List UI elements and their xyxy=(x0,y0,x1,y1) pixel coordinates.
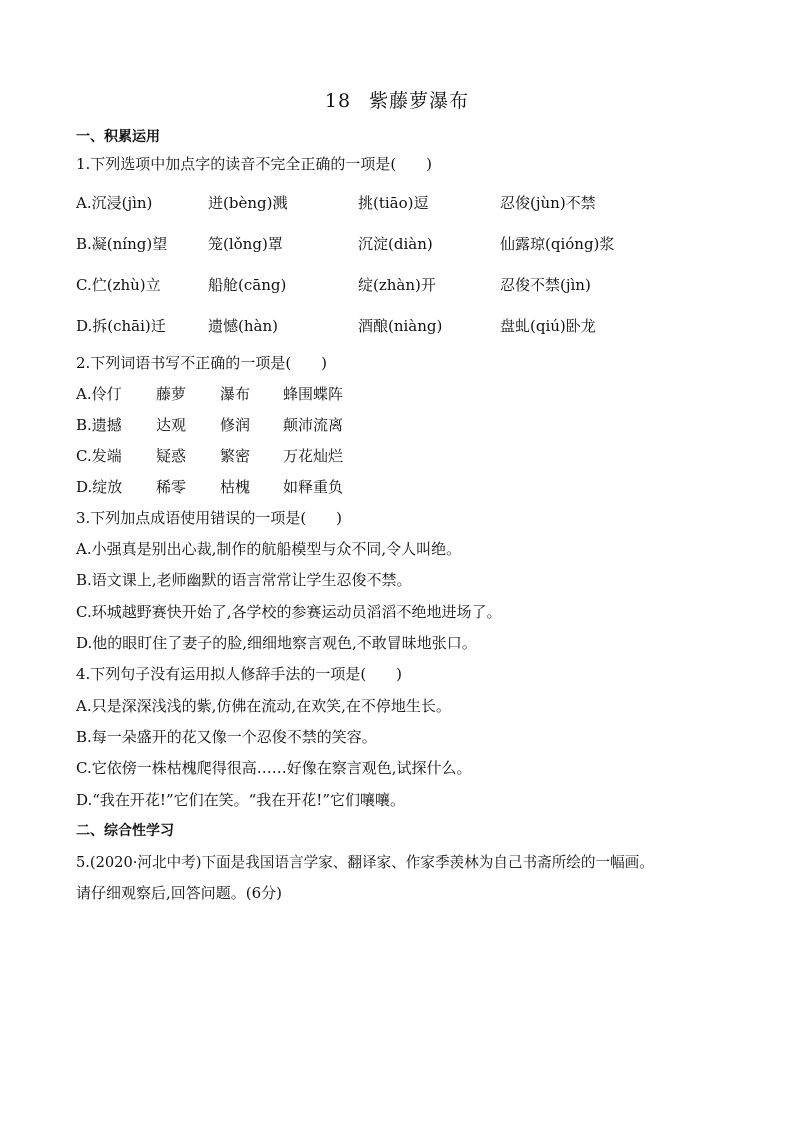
q2-a-4: 蜂围蝶阵 xyxy=(283,385,344,403)
q2-d-2: 稀零 xyxy=(156,478,187,496)
question-3-option-d: D.他的眼盯住了妻子的脸,细细地察言观色,不敢冒昧地张口。 xyxy=(76,634,477,652)
q1-c-2: 船舱(cāng) xyxy=(208,276,287,294)
question-4-option-b: B.每一朵盛开的花又像一个忍俊不禁的笑容。 xyxy=(76,728,377,746)
q1-c-1: C.伫(zhù)立 xyxy=(76,276,161,294)
q1-c-3: 绽(zhàn)开 xyxy=(358,276,436,294)
question-5-line-2: 请仔细观察后,回答问题。(6分) xyxy=(76,884,283,902)
q2-c-4: 万花灿烂 xyxy=(283,447,344,465)
q1-a-2: 迸(bèng)溅 xyxy=(208,194,288,212)
question-5-line-1: 5.(2020·河北中考)下面是我国语言学家、翻译家、作家季羡林为自己书斋所绘的一幅画。 xyxy=(76,854,654,871)
q2-d-1: D.绽放 xyxy=(76,478,123,496)
q2-d-4: 如释重负 xyxy=(283,478,344,496)
q2-b-1: B.遗撼 xyxy=(76,416,122,434)
q2-d-3: 枯槐 xyxy=(220,478,251,496)
q1-a-1: A.沉浸(jìn) xyxy=(76,194,153,212)
question-4-option-d: D.“我在开花!”它们在笑。“我在开花!”它们嚷嚷。 xyxy=(76,791,405,809)
q1-a-3: 挑(tiāo)逗 xyxy=(358,194,429,212)
q2-c-3: 繁密 xyxy=(220,447,251,465)
lesson-name: 紫藤萝瀑布 xyxy=(369,90,470,112)
q1-d-3: 酒酿(niàng) xyxy=(358,317,443,335)
question-4-option-a: A.只是深深浅浅的紫,仿佛在流动,在欢笑,在不停地生长。 xyxy=(76,697,451,715)
q2-c-2: 疑惑 xyxy=(156,447,187,465)
question-4-option-c: C.它依傍一株枯槐爬得很高……好像在察言观色,试探什么。 xyxy=(76,759,472,777)
q1-a-4: 忍俊(jùn)不禁 xyxy=(500,194,596,212)
q2-b-4: 颠沛流离 xyxy=(283,416,344,434)
q2-a-3: 瀑布 xyxy=(220,385,251,403)
q2-c-1: C.发端 xyxy=(76,447,122,465)
q2-b-3: 修润 xyxy=(220,416,251,434)
question-2-stem: 2.下列词语书写不正确的一项是( ) xyxy=(76,354,328,372)
section-heading-2: 二、综合性学习 xyxy=(76,823,174,839)
q1-b-1: B.凝(níng)望 xyxy=(76,235,168,253)
q2-a-2: 藤萝 xyxy=(156,385,187,403)
q1-c-4: 忍俊不禁(jìn) xyxy=(500,276,591,294)
q1-b-4: 仙露琼(qióng)浆 xyxy=(500,235,615,253)
question-3-option-c: C.环城越野赛快开始了,各学校的参赛运动员滔滔不绝地进场了。 xyxy=(76,603,502,621)
q1-d-4: 盘虬(qiú)卧龙 xyxy=(500,317,596,335)
q1-d-1: D.拆(chāi)迁 xyxy=(76,317,166,335)
q1-b-3: 沉淀(diàn) xyxy=(358,235,433,253)
q2-b-2: 达观 xyxy=(156,416,187,434)
q1-b-2: 笼(lǒng)罩 xyxy=(208,235,283,253)
lesson-number: 18 xyxy=(324,90,352,112)
q2-a-1: A.伶仃 xyxy=(76,385,122,403)
q1-d-2: 遗憾(hàn) xyxy=(208,317,278,335)
section-heading-1: 一、积累运用 xyxy=(76,129,160,145)
question-1-stem: 1.下列选项中加点字的读音不完全正确的一项是( ) xyxy=(76,155,433,173)
question-3-stem: 3.下列加点成语使用错误的一项是( ) xyxy=(76,509,343,527)
question-4-stem: 4.下列句子没有运用拟人修辞手法的一项是( ) xyxy=(76,665,403,683)
question-3-option-b: B.语文课上,老师幽默的语言常常让学生忍俊不禁。 xyxy=(76,571,412,589)
question-3-option-a: A.小强真是别出心裁,制作的航船模型与众不同,令人叫绝。 xyxy=(76,540,462,558)
lesson-title xyxy=(0,86,794,113)
